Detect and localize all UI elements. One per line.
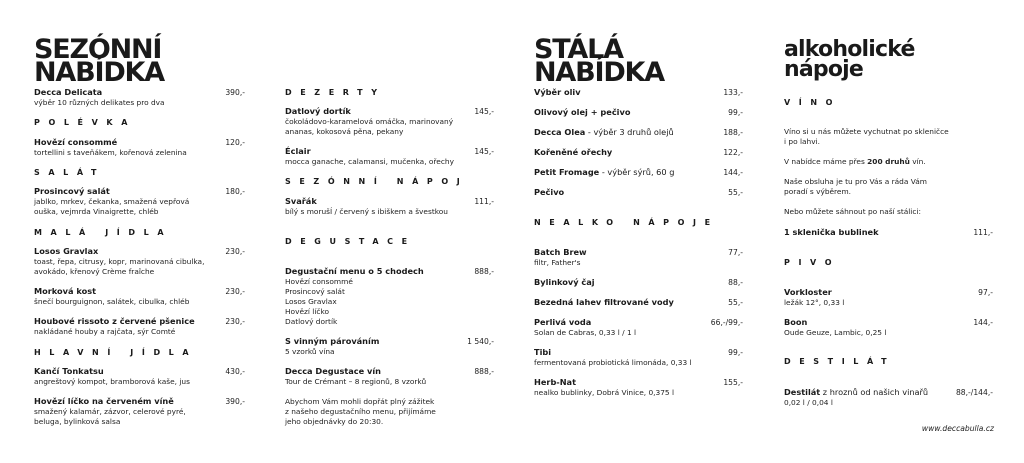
item-name: Svařák (285, 196, 317, 206)
item-desc: filtr, Father's (534, 258, 581, 267)
item-price: 122,- (723, 148, 743, 157)
item-price: 111,- (973, 228, 993, 237)
item-inline-desc: - výběr sýrů, 60 g (599, 167, 675, 177)
course-item: Datlový dortík (285, 317, 338, 326)
item-name: Bezedná lahev filtrované vody (534, 297, 674, 307)
menu-item (534, 147, 612, 158)
item-name: Destilát (784, 387, 821, 397)
item-name: Olivový olej + pečivo (534, 107, 631, 117)
vino-intro (784, 127, 949, 147)
item-name: Datlový dortík (285, 106, 351, 116)
item-price: 390,- (225, 88, 245, 97)
item-price: 144,- (723, 168, 743, 177)
item-name: Petit Fromage (534, 167, 600, 177)
menu-item (534, 317, 636, 338)
text-line: poradí s výběrem. (784, 187, 852, 196)
section-nealko: NEALKO NÁPOJE (534, 218, 719, 227)
item-name: Morková kost (34, 286, 97, 296)
note-line: jeho objednávky do 20:30. (285, 417, 384, 426)
menu-item (534, 277, 595, 288)
item-desc: fermentovaná probiotická limonáda, 0,33 l (534, 358, 692, 367)
menu-item (784, 317, 886, 338)
text-fragment: V nabídce máme přes (784, 157, 868, 166)
menu-item (534, 187, 564, 198)
item-desc: toast, řepa, citrusy, kopr, marinovaná cibulka, (34, 257, 205, 266)
item-desc-2: ananas, kokosová pěna, pekany (285, 127, 404, 136)
footer-url: www.deccabulla.cz (921, 424, 994, 433)
item-price: 888,- (474, 267, 494, 276)
item-name: Výběr oliv (534, 87, 581, 97)
menu-item (534, 347, 692, 368)
item-price: 230,- (225, 247, 245, 256)
item-price: 155,- (723, 378, 743, 387)
item-desc-2: beluga, bylinková salsa (34, 417, 121, 426)
item-desc: angreštový kompot, bramborová kaše, jus (34, 377, 190, 386)
item-price: 230,- (225, 287, 245, 296)
item-name: Batch Brew (534, 247, 587, 257)
item-desc: smažený kalamár, zázvor, celerové pyré, (34, 407, 186, 416)
item-price: 144,- (973, 318, 993, 327)
standard-title-line1: STÁLÁ (534, 34, 623, 65)
course-item: Hovězí consommé (285, 277, 353, 286)
item-desc: ležák 12°, 0,33 l (784, 298, 845, 307)
item-price: 66,-/99,- (710, 318, 743, 327)
item-desc: výběr 10 různých delikates pro dva (34, 98, 165, 107)
note-line: Abychom Vám mohli dopřát plný zážitek (285, 397, 435, 406)
menu-item (784, 287, 844, 308)
item-name: Hovězí líčko na červeném víně (34, 396, 174, 406)
menu-item (34, 137, 187, 158)
item-desc: bílý s morušÍ / červený s ibiškem a švestkou (285, 207, 448, 216)
menu-item (534, 127, 674, 138)
item-price: 188,- (723, 128, 743, 137)
text-fragment: vín. (909, 157, 926, 166)
item-name: Hovězí consommé (34, 137, 118, 147)
text-line: Víno si u nás můžete vychutnat po skleničce (784, 127, 949, 136)
item-price: 55,- (728, 298, 743, 307)
item-name: Houbové rissoto z červené pšenice (34, 316, 195, 326)
item-desc-2: ouška, vejmrda Vinaigrette, chléb (34, 207, 159, 216)
menu-item (285, 266, 424, 327)
item-name: Perlivá voda (534, 317, 592, 327)
menu-item (34, 366, 190, 387)
item-name: Decca Olea (534, 127, 586, 137)
item-price: 133,- (723, 88, 743, 97)
item-desc: 0,02 l / 0,04 l (784, 398, 833, 407)
item-name: Pečivo (534, 187, 565, 197)
course-item: Prosincový salát (285, 287, 345, 296)
item-desc: nakládané houby a rajčata, sýr Comté (34, 327, 176, 336)
menu-item (34, 396, 186, 427)
item-name: Herb-Nat (534, 377, 576, 387)
item-name: Bylinkový čaj (534, 277, 595, 287)
section-pivo: PIVO (784, 258, 841, 267)
item-desc: Oude Geuze, Lambic, 0,25 l (784, 328, 887, 337)
standard-title-line2: NABÍDKA (534, 57, 664, 88)
text-bold: 200 druhů (867, 157, 910, 166)
item-price: 145,- (474, 107, 494, 116)
alcohol-title-line2: nápoje (784, 57, 864, 82)
item-name: 1 sklenička bublinek (784, 227, 879, 237)
seasonal-title-line1: SEZÓNNÍ (34, 34, 162, 65)
section-dezerty: DEZERTY (285, 88, 386, 97)
menu-item (534, 297, 674, 308)
item-price: 1 540,- (467, 337, 494, 346)
item-desc: čokoládovo-karamelová omáčka, marinovaný (285, 117, 454, 126)
section-destilat: DESTILÁT (784, 357, 896, 366)
menu-item (34, 286, 189, 307)
menu-item (285, 366, 426, 387)
item-price: 99,- (728, 108, 743, 117)
menu-item (534, 247, 587, 268)
item-inline-desc: z hroznů od našich vinařů (820, 387, 929, 397)
standard-title (534, 34, 664, 88)
section-degustace: DEGUSTACE (285, 237, 416, 246)
section-sezonni-napoj: SEZÓNNÍ NÁPOJ (285, 177, 469, 186)
item-price: 97,- (978, 288, 993, 297)
item-price: 99,- (728, 348, 743, 357)
menu-item (34, 316, 195, 337)
item-price: 145,- (474, 147, 494, 156)
degustace-note (285, 397, 436, 427)
vino-count-text (784, 157, 926, 167)
section-polevka: POLÉVKA (34, 118, 137, 127)
item-name: Losos Gravlax (34, 246, 99, 256)
course-item: Hovězí líčko (285, 307, 329, 316)
item-price: 88,-/144,- (955, 388, 993, 397)
menu-item (34, 246, 204, 277)
seasonal-title-line2: NABÍDKA (34, 57, 164, 88)
item-name: Vorkloster (784, 287, 832, 297)
course-item: Losos Gravlax (285, 297, 337, 306)
item-name: Kančí Tonkatsu (34, 366, 104, 376)
item-desc: šnečí bourguignon, salátek, cibulka, chléb (34, 297, 190, 306)
text-line: i po lahvi. (784, 137, 821, 146)
item-price: 390,- (225, 397, 245, 406)
item-name: Degustační menu o 5 chodech (285, 266, 424, 276)
section-mala-jidla: MALÁ JÍDLA (34, 228, 173, 237)
item-desc: Tour de Crémant – 8 regionů, 8 vzorků (285, 377, 427, 386)
item-price: 230,- (225, 317, 245, 326)
item-desc: jablko, mrkev, čekanka, smažená vepřová (34, 197, 190, 206)
item-desc: 5 vzorků vína (285, 347, 335, 356)
menu-item (34, 87, 165, 108)
vino-service-text (784, 177, 927, 197)
note-line: z našeho degustačního menu, přijímáme (285, 407, 436, 416)
item-name: Kořeněné ořechy (534, 147, 613, 157)
item-name: S vinným párováním (285, 336, 380, 346)
menu-item (534, 107, 630, 118)
menu-item (534, 167, 674, 178)
menu-item (285, 146, 454, 167)
section-vino: VÍNO (784, 98, 842, 107)
item-price: 55,- (728, 188, 743, 197)
item-name: Tibi (534, 347, 552, 357)
item-price: 888,- (474, 367, 494, 376)
item-name: Prosincový salát (34, 186, 110, 196)
alcohol-title (784, 37, 915, 82)
section-hlavni-jidla: HLAVNÍ JÍDLA (34, 348, 198, 357)
item-desc: nealko bublinky, Dobrá Vinice, 0,375 l (534, 388, 675, 397)
menu-item (34, 186, 189, 217)
menu-item (784, 387, 928, 408)
seasonal-title (34, 34, 164, 88)
item-name: Decca Degustace vín (285, 366, 382, 376)
item-inline-desc: - výběr 3 druhů olejů (585, 127, 674, 137)
menu-item (285, 196, 448, 217)
menu-item (534, 87, 581, 98)
text-line: Naše obsluha je tu pro Vás a ráda Vám (784, 177, 927, 186)
item-desc: tortellini s taveňákem, kořenová zelenina (34, 148, 187, 157)
menu-item (534, 377, 674, 398)
item-price: 77,- (728, 248, 743, 257)
menu-item (285, 106, 453, 137)
item-name: Éclair (285, 146, 311, 156)
alcohol-title-line1: alkoholické (784, 37, 915, 62)
item-name: Boon (784, 317, 808, 327)
section-salat: SALÁT (34, 168, 106, 177)
item-desc: Solan de Cabras, 0,33 l / 1 l (534, 328, 637, 337)
item-price: 88,- (728, 278, 743, 287)
item-price: 120,- (225, 138, 245, 147)
item-desc: mocca ganache, calamansi, mučenka, ořechy (285, 157, 454, 166)
item-price: 430,- (225, 367, 245, 376)
menu-item (784, 227, 879, 238)
menu-item (285, 336, 379, 357)
item-price: 111,- (474, 197, 494, 206)
item-price: 180,- (225, 187, 245, 196)
item-name: Decca Delicata (34, 87, 103, 97)
item-desc-2: avokádo, křenový Crème fraîche (34, 267, 155, 276)
vino-staple-text: Nebo můžete sáhnout po naší stálici: (784, 207, 921, 216)
